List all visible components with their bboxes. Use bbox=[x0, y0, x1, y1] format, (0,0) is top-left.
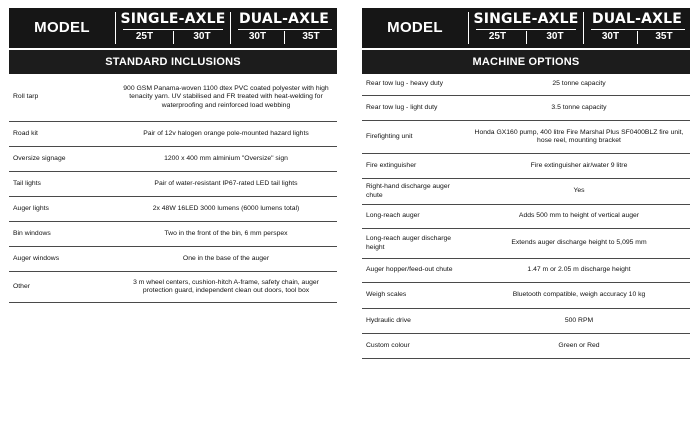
row-value: 1200 x 400 mm alminium "Oversize" sign bbox=[164, 154, 288, 162]
table-row bbox=[9, 197, 337, 222]
table-row bbox=[362, 283, 690, 309]
single-axle-heading: SINGLE-AXLE bbox=[120, 11, 226, 27]
row-value: Yes bbox=[573, 187, 585, 195]
row-label: Fire extinguisher bbox=[366, 161, 417, 169]
row-value: 900 GSM Panama-woven 1100 dtex PVC coated polyester with high tenacity yarn. UV stabilised and FR treated with heat-welding for waterproofing and reinforced load webbing bbox=[123, 84, 329, 109]
dual-axle-heading: DUAL-AXLE bbox=[238, 11, 330, 27]
table-header bbox=[362, 8, 690, 48]
table-row bbox=[9, 74, 337, 122]
row-label: Long-reach auger discharge height bbox=[366, 235, 452, 251]
row-value: Adds 500 mm to height of vertical auger bbox=[518, 212, 640, 220]
row-value: Bluetooth compatible, weigh accuracy 10 kg bbox=[512, 291, 646, 299]
row-label: Long-reach auger bbox=[366, 212, 420, 220]
row-label: Road kit bbox=[13, 129, 38, 137]
row-value: 3 m wheel centers, cushion-hitch A-frame, safety chain, auger protection guard, independent clean out doors, tool box bbox=[133, 278, 319, 294]
table-row bbox=[362, 229, 690, 259]
table-row bbox=[9, 222, 337, 247]
table-row bbox=[9, 147, 337, 172]
table-row bbox=[362, 309, 690, 334]
dual-axle-heading: DUAL-AXLE bbox=[591, 11, 683, 27]
row-label: Tail lights bbox=[13, 179, 41, 187]
row-value: 1.47 m or 2.05 m discharge height bbox=[527, 266, 631, 274]
table-row bbox=[9, 272, 337, 303]
row-value: 3.5 tonne capacity bbox=[551, 103, 607, 111]
model-heading: MODEL bbox=[34, 19, 90, 36]
row-value: Green or Red bbox=[558, 341, 600, 349]
table-row bbox=[9, 122, 337, 147]
row-label: Firefighting unit bbox=[366, 132, 413, 140]
row-label: Custom colour bbox=[366, 341, 410, 349]
table-row bbox=[362, 205, 690, 229]
row-label: Bin windows bbox=[13, 229, 51, 237]
table-row bbox=[362, 96, 690, 121]
row-value: 2x 48W 16LED 3000 lumens (6000 lumens total) bbox=[152, 204, 300, 212]
row-value: Pair of water-resistant IP67-rated LED tail lights bbox=[154, 179, 298, 187]
row-label: Oversize signage bbox=[13, 154, 66, 162]
size-35t: 35T bbox=[655, 31, 673, 42]
size-30t-single: 30T bbox=[546, 31, 564, 42]
section-title: MACHINE OPTIONS bbox=[362, 50, 690, 74]
row-value: 25 tonne capacity bbox=[552, 80, 606, 88]
size-35t: 35T bbox=[302, 31, 320, 42]
table-row bbox=[9, 172, 337, 197]
row-value: 500 RPM bbox=[564, 316, 594, 324]
model-heading: MODEL bbox=[387, 19, 443, 36]
row-label: Right-hand discharge auger chute bbox=[366, 183, 450, 199]
size-30t-dual: 30T bbox=[248, 31, 267, 42]
size-25t: 25T bbox=[488, 31, 507, 42]
row-label: Auger lights bbox=[13, 204, 49, 212]
table-row bbox=[362, 121, 690, 154]
table-row bbox=[362, 74, 690, 96]
table-row bbox=[362, 334, 690, 359]
machine-options-table bbox=[362, 8, 690, 359]
table-row bbox=[362, 179, 690, 205]
section-title: STANDARD INCLUSIONS bbox=[9, 50, 337, 74]
row-value: Extends auger discharge height to 5,095 mm bbox=[511, 239, 647, 247]
row-value: Fire extinguisher air/water 9 litre bbox=[530, 161, 628, 169]
standard-inclusions-table bbox=[9, 8, 337, 303]
row-value: Pair of 12v halogen orange pole-mounted hazard lights bbox=[143, 129, 309, 137]
row-value: Honda GX160 pump, 400 litre Fire Marshal Plus SF0400BLZ fire unit, hose reel, mounting bracket bbox=[474, 128, 684, 144]
table-header bbox=[9, 8, 337, 48]
single-axle-heading: SINGLE-AXLE bbox=[473, 11, 579, 27]
row-label: Auger windows bbox=[13, 254, 60, 262]
row-label: Rear tow lug - heavy duty bbox=[366, 80, 444, 88]
row-label: Rear tow lug - light duty bbox=[366, 103, 438, 111]
size-30t-single: 30T bbox=[193, 31, 211, 42]
row-label: Other bbox=[13, 282, 30, 290]
table-row bbox=[362, 154, 690, 179]
row-label: Hydraulic drive bbox=[366, 316, 411, 324]
row-label: Roll tarp bbox=[13, 93, 39, 101]
row-value: Two in the front of the bin, 6 mm perspex bbox=[164, 229, 288, 237]
size-30t-dual: 30T bbox=[601, 31, 620, 42]
row-label: Weigh scales bbox=[366, 291, 407, 299]
table-row bbox=[362, 259, 690, 283]
row-label: Auger hopper/feed-out chute bbox=[366, 266, 453, 274]
size-25t: 25T bbox=[135, 31, 154, 42]
table-row bbox=[9, 247, 337, 272]
row-value: One in the base of the auger bbox=[182, 254, 270, 262]
